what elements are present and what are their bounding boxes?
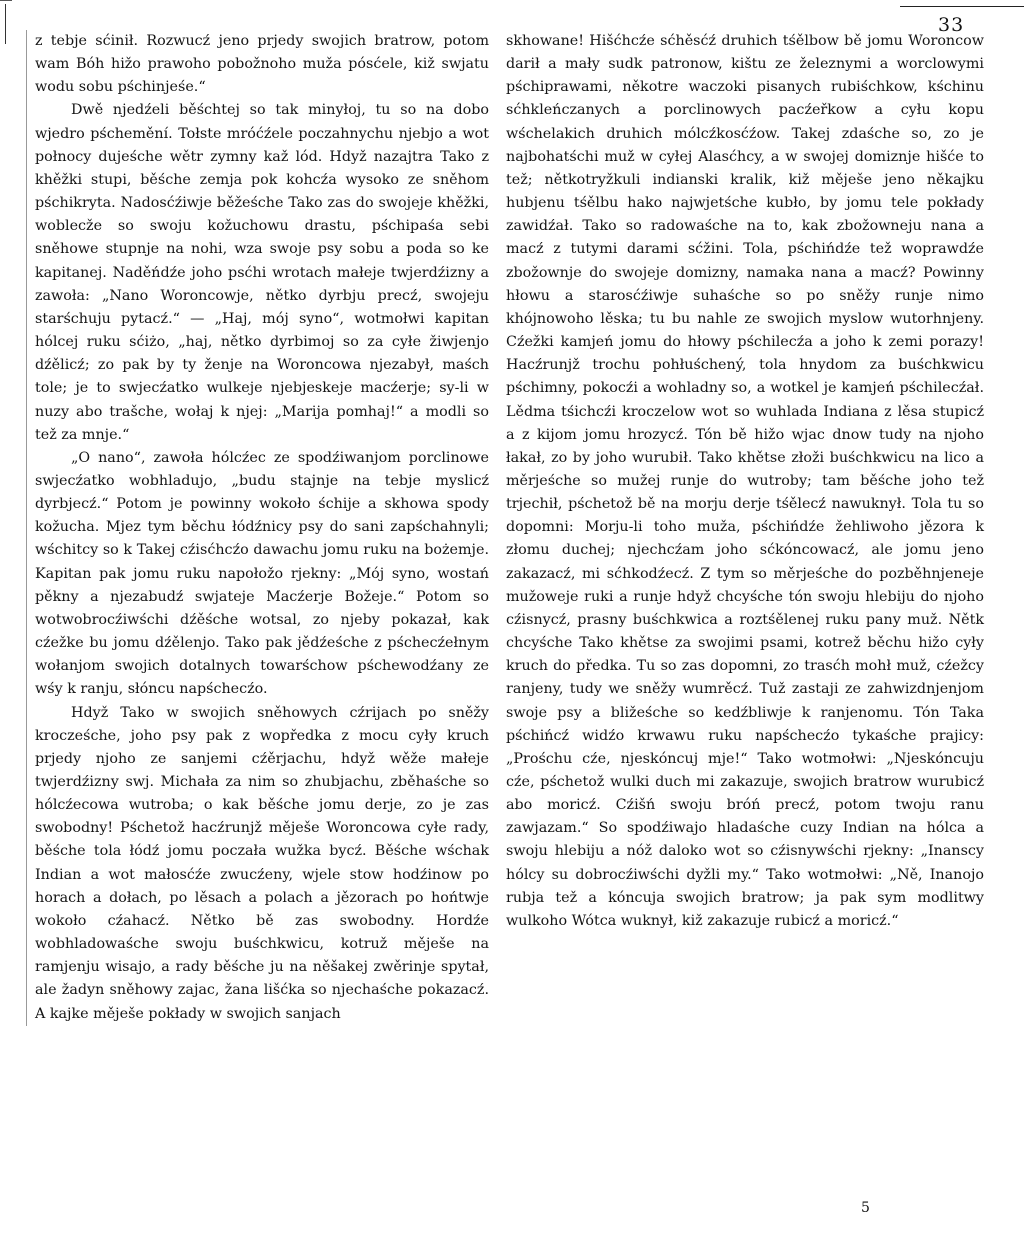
right-text-column xyxy=(506,30,984,933)
page-number: 33 xyxy=(938,14,965,36)
left-text-column xyxy=(26,30,489,1026)
printer-signature-mark: 5 xyxy=(861,1200,870,1216)
binding-edge-line xyxy=(5,4,6,44)
paragraph: z tebje sćinił. Rozwucź jeno prjedy swojich bratrow, potom wam Bóh hižo prawoho pobožnoho muža pósćele, kiž swjatu wodu sobu pśchinjeśe.“ xyxy=(35,33,489,96)
header-rule xyxy=(900,6,1024,7)
paragraph: Hdyž Tako w swojich sněhowych cźrijach po sněžy krocześche, joho psy pak z wopředka z mocu cyły kruch prjedy njoho ze sanjemi cźěrjachu, hdyž wěže małeje twjerdźizny swj. Michała za nim so zhubjachu, zběhaśche so hólcźecowa wutroba; o kak běśche jomu derje, zo je zas swobodny! Pśchetož hacźrunjž měješe Woroncowa cyłe rady, běśche tola łódź jomu poczała wužka bycź. Běśche wśchak Indian a wot małosćźe zwucźeny, wjele stow hodźinow po horach a dołach, po lěsach a polach a jězorach po hońtwje wokoło cźahacź. Nětko bě zas swobodny. Hordźe wobhladowaśche swoju buśchkwicu, kotruž měješe na ramjenju wisajo, a rady běśche ju na něšakej zwěrinje spytał, ale žadyn sněhowy zajac, žana lišćka so njechaśche pokazacź. A kajke měješe pokłady w swojich sanjach xyxy=(35,704,489,1022)
corner-rule xyxy=(0,0,12,1)
paragraph: Dwě njedźeli běśchtej so tak minyłoj, tu so na dobo wjedro pśchemění. Tołste mróćźele poczahnychu njebjo a wot połnocy dujeśche wětr zymny kaž lód. Hdyž nazajtra Tako z khěžki stupi, běśche zemja pok kohcźa wysoko ze sněhom pśchikryta. Nadosćźiwje běžeśche Tako zas do swojeje khěžki, woblecže so swoju kožuchowu drastu, pśchipaśa sebi sněhowe stupnje na nohi, wza swoje psy sobu a poda so ke kapitanej. Naděńdźe joho psćhi wrotach małeje twjerdźizny a zawoła: „Nano Woroncowje, nětko dyrbju precź, swojeju starśchuju pytacź.“ — „Haj, mój syno“, wotmołwi kapitan hólcej ruku sćiżo, „haj, nětko dyrbimoj so za cyłe žiwjenjo dźělicź; zo pak by ty ženje na Woroncowa njezabył, maśch tole; je to swjecźatko wulkeje njebjeskeje macźerje; sy-li w nuzy abo trašche, wołaj k njej: „Marija pomhaj!“ a modli so tež za mnje.“ xyxy=(35,102,489,443)
paragraph: „O nano“, zawoła hólcźec ze spodźiwanjom porclinowe swjecźatko wobhladujo, „budu stajnje na tebje myslicź dyrbjecź.“ Potom je powinny wokoło śchije a skhowa spody kožucha. Mjez tym běchu łódźnicy psy do sani zapśchahnyli; wśchitcy so k Takej cźisćhcźo dawachu jomu ruku na bożemje. Kapitan pak jomu ruku napołožo rjekny: „Mój syno, wostań pěkny a njezabudź swjateje Macźerje Božeje.“ Potom so wotwobrocźiwśchi dźěśche wotsal, zo njeby pokazał, kak cźežke bu jomu dźělenjo. Tako pak jědźeśche z pśchecźełnym wołanjom swojich dotalnych towarśchow pśchewodźany ze wśy k ranju, słóncu napśchecźo. xyxy=(35,449,489,698)
paragraph: skhowane! Hišćhcźe sćhěsćź druhich tśělbow bě jomu Woroncow darił a mały sudk patronow, kištu ze železnymi a worclowymi pśchiprawami, někotre waczoki pisanych rubiśchkow, kśchinu sćhkleńczanych a porclinowych pacźeřkow a cyłu kopu wśchelakich druhich mólcźkosćźow. Takej zdaśche so, zo je najbohatśchi muž w cyłej Alasćhcy, a w swojej domiznje hišće to tež; nětkotryžkuli indianski kralik, kiž měješe jeno někajku hubjenu tśělbu hako najwjetśche kubło, by jomu tele pokłady zawidźał. Tako so radowaśche na to, kak zbožowneju nana a macź z tutymi darami sćžini. Tola, pśchińdźe tež woprawdźe zbožownje do swojeje domizny, namaka nana a macź? Powinny hłowu a starosćźiwje suhaśche so po sněžy runje nimo khójnowoho lěska; tu bu nahle ze swojich myslow wutorhnjeny. Cźežki kamjeń jomu do hłowy pśchilecźa a joho k zemi porazy! Hacźrunjž trochu pohłuśchený, tola hnydom za buśchkwicu pśchimny, pokocźi a wohladny so, a wotkel je kamjeń pśchilecźał. Lědma tśichcźi kroczelow wot so wuhlada Indiana z lěsa stupicź a z kijom jomu hrozycź. Tón bě hižo wjac dnow tudy na njoho łakał, zo by joho wurubił. Tako khětse złoži buśchkwicu na lico a měrjeśche so mužej runje do wutroby; tam běśche joho tež trjechił, pśchetož bě na morju derje tśělecź nawuknył. Tola tu so dopomni: Morju-li toho muža, pśchińdźe žehliwoho jězora k złomu duchej; njechcźam joho sćkóncowacź, ale jomu jeno zakazacź, mi sćhkodźecź. Z tym so měrjeśche do pozběhnjeneje mužoweje ruki a runje hdyž chcyśche tón swoju hlebiju do njoho cźisnycź, prasny buśchkwica a roztśělenej ruku pany muž. Nětk chcyśche Tako khětse za swojimi psami, kotrež běchu hižo cyły kruch do předka. Tu so zas dopomni, zo trasćh mohł muž, cźežcy ranjeny, tudy we sněžy wumrěcź. Tuž zastaji ze zahwizdnjenjom swoje psy a bližeśche so kedźbliwje k ranjenomu. Tón Taka pśchińcź widźo krwawu ruku napśchecźo tykaśche prajicy: „Prośchu cźe, njeskóncuj mje!“ Tako wotmołwi: „Njeskóncuju cźe, pśchetož wulki duch mi zakazuje, swojich bratrow wurubicź abo moricź. Cźišń swoju bróń precź, potom twoju ranu zawjazam.“ So spodźiwajo hladaśche cuzy Indian na hólca a swoju hlebiju a nóž daloko wot so cźisnywśchi rjekny: „Inanscy hólcy su dobrocźiwśchi dyžli my.“ Tako wotmołwi: „Ně, Inanojo rubja tež a kóncuja swojich bratrow; ja pak sym modlitwy wulkoho Wótca wuknył, kiž zakazuje rubicź a moricź.“ xyxy=(506,33,984,929)
